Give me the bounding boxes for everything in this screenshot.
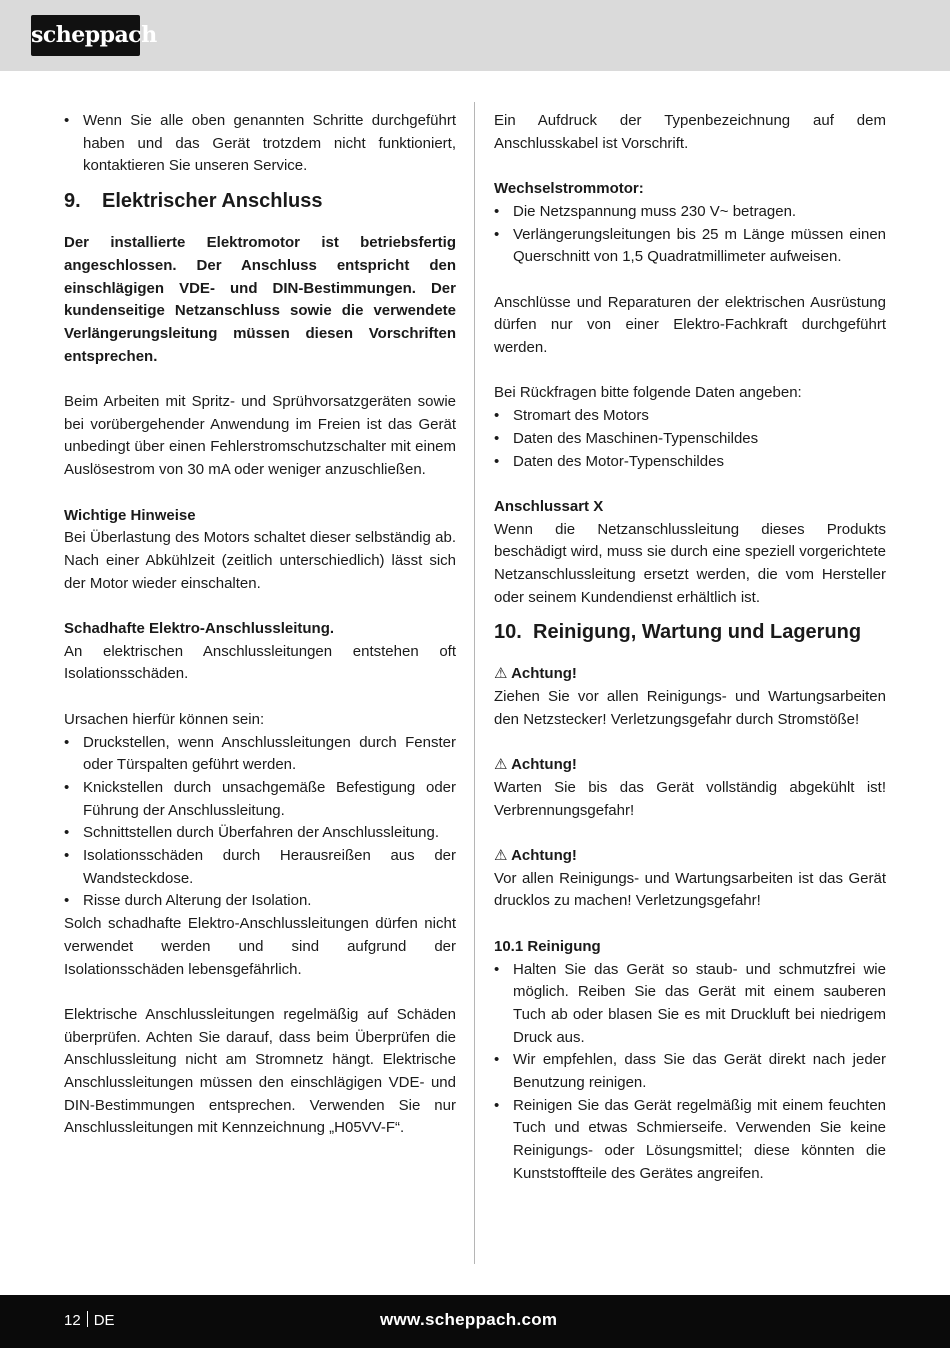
cleaning-heading: 10.1 Reinigung xyxy=(494,937,601,955)
page-footer xyxy=(0,1295,950,1348)
website-link[interactable]: www.scheppach.com xyxy=(380,1310,558,1329)
footer-separator xyxy=(87,1311,88,1327)
spray-paragraph: Beim Arbeiten mit Spritz- und Sprühvorsatzgeräten sowie bei vorübergehender Anwendung im Freien ist das Gerät unbedingt über einen Fehlerstromschutzschalter mit einem Auslösestrom von 30 mA oder weniger anzuschließen. xyxy=(64,393,456,479)
section-10-heading xyxy=(494,619,886,645)
warning-1-heading xyxy=(494,663,886,686)
page-number-block xyxy=(64,1310,115,1332)
section-number: 10. xyxy=(494,621,522,644)
page-header xyxy=(0,0,950,71)
column-divider xyxy=(474,102,475,1264)
type-x-heading: Anschlussart X xyxy=(494,497,604,515)
list-item: • Druckstellen, wenn Anschlussleitungen durch Fenster oder Türspalten geführt werden. xyxy=(64,732,456,777)
list-item: • Verlängerungsleitungen bis 25 m Länge müssen einen Querschnitt von 1,5 Quadratmillimeter aufweisen. xyxy=(494,224,886,269)
warning-triangle-icon: ⚠ xyxy=(494,756,508,774)
warning-1-text: Ziehen Sie vor allen Reinigungs- und Wartungsarbeiten den Netzstecker! Verletzungsgefahr durch Stromstöße! xyxy=(494,688,886,728)
hints-heading: Wichtige Hinweise xyxy=(64,506,196,524)
damaged-cable-heading: Schadhafte Elektro-Anschlussleitung. xyxy=(64,620,335,638)
warning-3-heading xyxy=(494,845,886,868)
bold-intro-paragraph: Der installierte Elektromotor ist betriebsfertig angeschlossen. Der Anschluss entspricht den einschlägigen VDE- und DIN-Bestimmungen. Der kundenseitige Netzanschluss sowie die verwendete Verlängerungsleitung müssen diesen Vorschriften entsprechen. xyxy=(64,234,456,365)
section-title: Elektrischer Anschluss xyxy=(102,190,323,213)
list-item: • Knickstellen durch unsachgemäße Befestigung oder Führung der Anschlussleitung. xyxy=(64,777,456,822)
type-label-paragraph: Ein Aufdruck der Typenbezeichnung auf dem Anschlusskabel ist Vorschrift. xyxy=(494,112,886,152)
right-column xyxy=(494,110,886,1186)
warning-label: Achtung! xyxy=(511,665,577,683)
causes-list xyxy=(64,732,456,914)
ac-motor-list xyxy=(494,201,886,269)
repairs-paragraph: Anschlüsse und Reparaturen der elektrischen Ausrüstung dürfen nur von einer Elektro-Fachkraft durchgeführt werden. xyxy=(494,293,886,356)
language-code: DE xyxy=(93,1312,115,1329)
list-item: • Stromart des Motors xyxy=(494,405,886,428)
page-number: 12 xyxy=(64,1312,81,1329)
list-item: • Schnittstellen durch Überfahren der Anschlussleitung. xyxy=(64,822,456,845)
list-item: • Daten des Maschinen-Typenschildes xyxy=(494,428,886,451)
warning-label: Achtung! xyxy=(511,847,577,864)
damaged-cable-paragraph: An elektrischen Anschlussleitungen entstehen oft Isolationsschäden. xyxy=(64,642,456,683)
warning-label: Achtung! xyxy=(511,756,577,774)
list-item: • Wir empfehlen, dass Sie das Gerät direkt nach jeder Benutzung reinigen. xyxy=(494,1049,886,1094)
section-title: Reinigung, Wartung und Lagerung xyxy=(533,621,862,644)
causes-intro: Ursachen hierfür können sein: xyxy=(64,710,265,728)
queries-intro: Bei Rückfragen bitte folgende Daten angeben: xyxy=(494,384,802,402)
scheppach-logo: scheppach xyxy=(31,15,140,56)
list-item: • Wenn Sie alle oben genannten Schritte durchgeführt haben und das Gerät trotzdem nicht funktioniert, kontaktieren Sie unseren Service. xyxy=(64,110,456,178)
queries-list xyxy=(494,405,886,473)
hints-paragraph: Bei Überlastung des Motors schaltet dieser selbständig ab. Nach einer Abkühlzeit (zeitlich unterschiedlich) lässt sich der Motor wieder einschalten. xyxy=(64,529,456,592)
warning-2-heading xyxy=(494,754,886,777)
causes-conclusion: Solch schadhafte Elektro-Anschlussleitungen dürfen nicht verwendet werden und sind aufgrund der Isolationsschäden lebensgefährlich. xyxy=(64,915,456,978)
list-item: • Halten Sie das Gerät so staub- und schmutzfrei wie möglich. Reiben Sie das Gerät mit einem sauberen Tuch ab oder blasen Sie es mit Druckluft bei niedrigem Druck aus. xyxy=(494,959,886,1050)
warning-3-text: Vor allen Reinigungs- und Wartungsarbeiten ist das Gerät drucklos zu machen! Verletzungsgefahr! xyxy=(494,869,886,910)
left-column xyxy=(64,110,456,1140)
intro-bullet-list xyxy=(64,110,456,178)
check-paragraph: Elektrische Anschlussleitungen regelmäßig auf Schäden überprüfen. Achten Sie darauf, dass beim Überprüfen die Anschlussleitung nicht am Stromnetz hängt. Elektrische Anschlussleitungen müssen den einschlägigen VDE- und DIN-Bestimmungen entsprechen. Verwenden Sie nur Anschlussleitungen mit Kennzeichnung „H05VV-F“. xyxy=(64,1005,456,1137)
list-item: • Daten des Motor-Typenschildes xyxy=(494,451,886,474)
warning-triangle-icon: ⚠ xyxy=(494,847,508,864)
section-number: 9. xyxy=(64,190,81,213)
type-x-paragraph: Wenn die Netzanschlussleitung dieses Produkts beschädigt wird, muss sie durch eine speziell vorgerichtete Netzanschlussleitung ersetzt werden, die vom Hersteller oder seinem Kundendienst erhältlich ist. xyxy=(494,520,886,606)
warning-2-text: Warten Sie bis das Gerät vollständig abgekühlt ist! Verbrennungsgefahr! xyxy=(494,778,886,819)
ac-motor-heading: Wechselstrommotor: xyxy=(494,180,644,198)
section-9-heading xyxy=(64,188,456,214)
cleaning-list xyxy=(494,959,886,1186)
warning-triangle-icon: ⚠ xyxy=(494,665,508,683)
list-item: • Risse durch Alterung der Isolation. xyxy=(64,890,456,913)
list-item: • Isolationsschäden durch Herausreißen aus der Wandsteckdose. xyxy=(64,845,456,890)
list-item: • Die Netzspannung muss 230 V~ betragen. xyxy=(494,201,886,224)
list-item: • Reinigen Sie das Gerät regelmäßig mit einem feuchten Tuch und etwas Schmierseife. Verwenden Sie keine Reinigungs- oder Lösungsmittel; diese könnten die Kunststoffteile des Gerätes angreifen. xyxy=(494,1095,886,1186)
